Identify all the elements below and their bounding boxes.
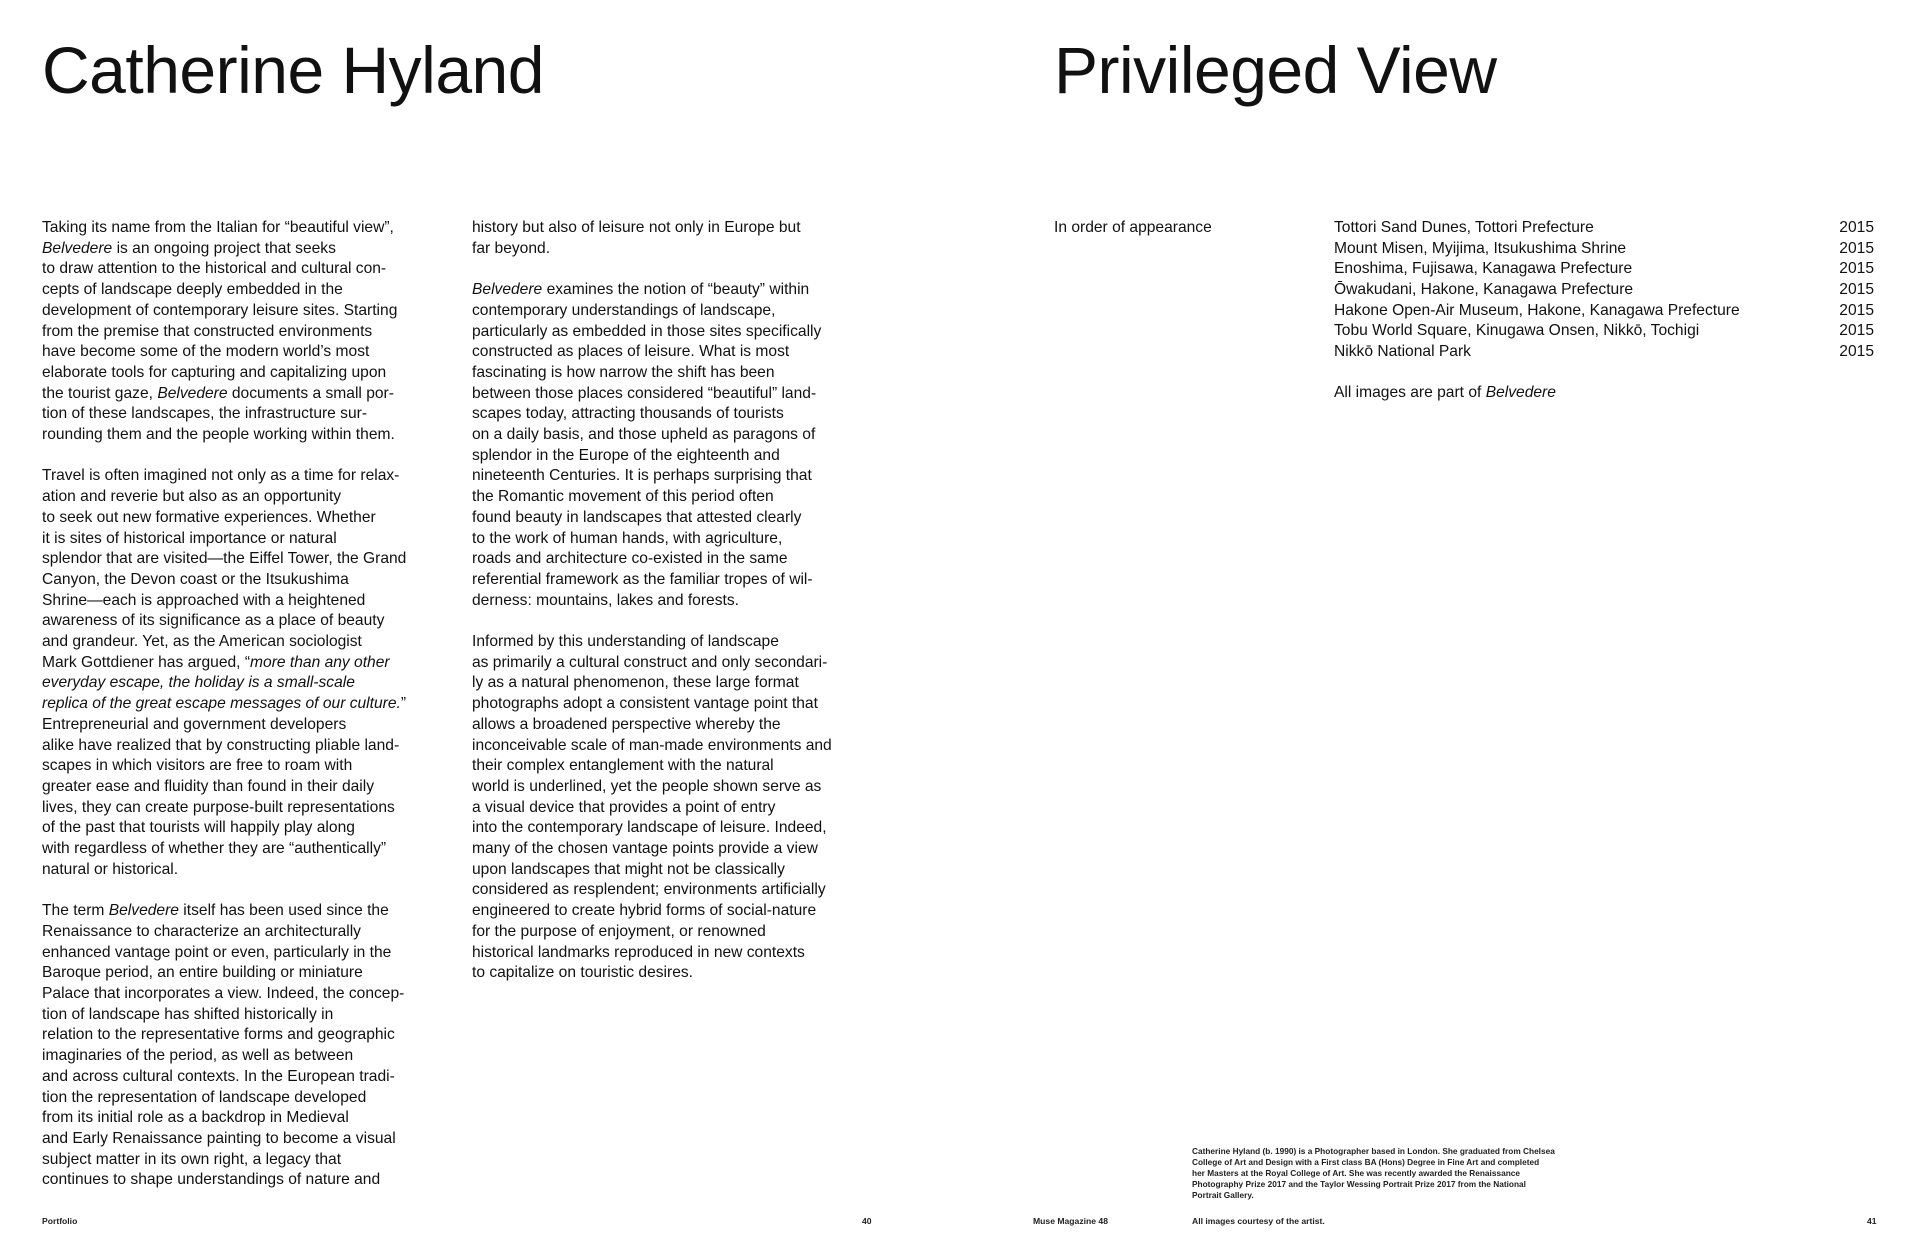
text-line: inconceivable scale of man-made environments and [472, 736, 832, 754]
text-line: contemporary understandings of landscape, [472, 301, 776, 319]
image-credit-item [1334, 342, 1874, 363]
text-line: referential framework as the familiar tropes of wil- [472, 570, 813, 588]
text-line: of the past that tourists will happily play along [42, 819, 355, 837]
text-line: Travel is often imagined not only as a time for relax- [42, 467, 400, 485]
text-line: from the premise that constructed environments [42, 322, 373, 340]
running-footer-section: Portfolio [42, 1216, 78, 1226]
text-line: Renaissance to characterize an architecturally [42, 922, 361, 940]
text-line: fascinating is how narrow the shift has been [472, 363, 775, 381]
text-line: enhanced vantage point or even, particularly in the [42, 943, 392, 961]
text-line: tion of landscape has shifted historically in [42, 1005, 334, 1023]
image-year: 2015 [1839, 239, 1874, 257]
italic-term: Belvedere [472, 281, 543, 299]
image-year: 2015 [1839, 219, 1874, 236]
bio-line: Catherine Hyland (b. 1990) is a Photographer based in London. She graduated from Chelsea [1192, 1146, 1555, 1156]
text-line: history but also of leisure not only in Europe but [472, 219, 801, 236]
text-fragment: documents a small por- [231, 384, 394, 402]
essay-paragraph [472, 632, 892, 984]
image-year: 2015 [1839, 260, 1874, 278]
text-line: ation and reverie but also as an opportunity [42, 488, 342, 506]
text-line: continues to shape understandings of nature and [42, 1171, 381, 1189]
italic-term: Belvedere [1485, 384, 1556, 401]
image-title: Mount Misen, Myijima, Itsukushima Shrine [1334, 239, 1627, 257]
text-line: scapes in which visitors are free to roam with [42, 757, 353, 775]
image-credits-list [1334, 218, 1874, 363]
image-year: 2015 [1839, 281, 1874, 299]
text-line: rounding them and the people working within them. [42, 426, 395, 444]
text-line: roads and architecture co-existed in the same [472, 550, 788, 568]
essay-paragraph [472, 218, 892, 259]
text-line: many of the chosen vantage points provide a view [472, 840, 818, 858]
text-line: greater ease and fluidity than found in their daily [42, 777, 375, 795]
text-fragment: ” [400, 695, 407, 713]
text-line: have become some of the modern world’s most [42, 343, 370, 361]
text-line: and grandeur. Yet, as the American sociologist [42, 633, 362, 651]
text-line: to draw attention to the historical and cultural con- [42, 260, 387, 278]
text-line: photographs adopt a consistent vantage point that [472, 695, 818, 713]
page-number: 40 [862, 1216, 872, 1226]
text-line: upon landscapes that might not be classically [472, 860, 785, 878]
image-title: Hakone Open-Air Museum, Hakone, Kanagawa Prefecture [1334, 301, 1740, 319]
running-footer-magazine: Muse Magazine 48 [1033, 1216, 1108, 1226]
bio-line: College of Art and Design with a First class BA (Hons) Degree in Fine Art and completed [1192, 1157, 1540, 1167]
text-line: tion the representation of landscape developed [42, 1088, 367, 1106]
text-line: Entrepreneurial and government developers [42, 715, 347, 733]
image-title: Nikkō National Park [1334, 343, 1471, 361]
text-fragment: Mark Gottdiener has argued, “ [42, 653, 251, 671]
quote-line [42, 694, 454, 715]
text-line: far beyond. [472, 239, 551, 257]
text-line: lives, they can create purpose-built representations [42, 798, 395, 816]
text-line: a visual device that provides a point of entry [472, 798, 776, 816]
essay-paragraph [472, 280, 892, 611]
essay-column-2 [472, 218, 892, 984]
text-line: Taking its name from the Italian for “beautiful view”, [42, 219, 394, 236]
text-line: imaginaries of the period, as well as between [42, 1047, 354, 1065]
image-credit-item [1334, 280, 1874, 301]
italic-term: Belvedere [42, 239, 113, 257]
text-line: found beauty in landscapes that attested clearly [472, 508, 802, 526]
text-line: between those places considered “beautiful” land- [472, 384, 817, 402]
quote-line: everyday escape, the holiday is a small-scale [42, 674, 355, 692]
text-line: with regardless of whether they are “authentically” [42, 840, 387, 858]
text-line: subject matter in its own right, a legacy that [42, 1150, 342, 1168]
essay-paragraph [42, 218, 454, 446]
image-year: 2015 [1839, 301, 1874, 319]
bio-line: her Masters at the Royal College of Art. She was recently awarded the Renaissance [1192, 1168, 1520, 1178]
text-line: Informed by this understanding of landscape [472, 633, 779, 651]
artist-bio [1192, 1146, 1622, 1201]
text-line: into the contemporary landscape of leisure. Indeed, [472, 819, 827, 837]
image-year: 2015 [1839, 322, 1874, 340]
essay-column-1 [42, 218, 454, 1191]
text-line: development of contemporary leisure sites. Starting [42, 301, 398, 319]
italic-term: Belvedere [108, 902, 179, 920]
order-of-appearance-label: In order of appearance [1054, 219, 1212, 236]
text-line: alike have realized that by constructing pliable land- [42, 736, 400, 754]
quote-fragment: more than any other [250, 653, 390, 671]
image-credit-item [1334, 239, 1874, 260]
text-line: Baroque period, an entire building or miniature [42, 964, 363, 982]
text-line: historical landmarks reproduced in new contexts [472, 943, 805, 961]
images-note-text: All images are part of [1334, 384, 1482, 401]
image-title: Tobu World Square, Kinugawa Onsen, Nikkō, Tochigi [1334, 322, 1700, 340]
text-line: natural or historical. [42, 860, 179, 878]
text-line: awareness of its significance as a place of beauty [42, 612, 385, 630]
text-line: elaborate tools for capturing and capitalizing upon [42, 363, 387, 381]
page-number: 41 [1867, 1216, 1877, 1226]
artist-name-title: Catherine Hyland [42, 33, 544, 107]
image-title: Enoshima, Fujisawa, Kanagawa Prefecture [1334, 260, 1633, 278]
text-line: and across cultural contexts. In the European tradi- [42, 1067, 395, 1085]
series-title: Privileged View [1054, 33, 1497, 107]
text-line [472, 280, 892, 301]
essay-paragraph [42, 466, 454, 880]
bio-line: Portrait Gallery. [1192, 1190, 1254, 1200]
text-line: to seek out new formative experiences. Whether [42, 508, 376, 526]
text-line: Shrine—each is approached with a heightened [42, 591, 366, 609]
text-line: allows a broadened perspective whereby the [472, 715, 781, 733]
text-fragment: The term [42, 902, 105, 920]
text-line: to capitalize on touristic desires. [472, 964, 694, 982]
text-line: cepts of landscape deeply embedded in the [42, 281, 343, 299]
quote-fragment: replica of the great escape messages of our culture. [42, 695, 401, 713]
text-line: ly as a natural phenomenon, these large format [472, 674, 799, 692]
text-line: Canyon, the Devon coast or the Itsukushima [42, 570, 349, 588]
bio-line: Photography Prize 2017 and the Taylor Wessing Portrait Prize 2017 from the National [1192, 1179, 1526, 1189]
image-title: Tottori Sand Dunes, Tottori Prefecture [1334, 219, 1594, 236]
text-fragment: is an ongoing project that seeks [116, 239, 336, 257]
text-line: Palace that incorporates a view. Indeed, the concep- [42, 984, 405, 1002]
image-credit-item [1334, 218, 1874, 239]
text-line: as primarily a cultural construct and only secondari- [472, 653, 828, 671]
text-line [42, 653, 454, 674]
image-credit-item [1334, 301, 1874, 322]
text-line [42, 901, 454, 922]
text-line: it is sites of historical importance or natural [42, 529, 337, 547]
text-line: splendor that are visited—the Eiffel Tower, the Grand [42, 550, 407, 568]
text-line: the Romantic movement of this period often [472, 488, 774, 506]
text-fragment: itself has been used since the [183, 902, 389, 920]
text-line: from its initial role as a backdrop in Medieval [42, 1109, 349, 1127]
italic-term: Belvedere [157, 384, 228, 402]
text-line: to the work of human hands, with agriculture, [472, 529, 783, 547]
text-line: on a daily basis, and those upheld as paragons of [472, 426, 816, 444]
images-note [1334, 383, 1556, 404]
text-line: nineteenth Centuries. It is perhaps surprising that [472, 467, 812, 485]
text-line: relation to the representative forms and geographic [42, 1026, 395, 1044]
text-line: and Early Renaissance painting to become a visual [42, 1129, 396, 1147]
text-line: constructed as places of leisure. What is most [472, 343, 790, 361]
text-fragment: examines the notion of “beauty” within [546, 281, 810, 299]
text-line: engineered to create hybrid forms of social-nature [472, 902, 817, 920]
text-line: particularly as embedded in those sites specifically [472, 322, 822, 340]
text-line [42, 239, 454, 260]
text-line: for the purpose of enjoyment, or renowned [472, 922, 766, 940]
text-line: scapes today, attracting thousands of tourists [472, 405, 784, 423]
image-credit-item [1334, 259, 1874, 280]
right-page [960, 0, 1920, 1251]
image-title: Ōwakudani, Hakone, Kanagawa Prefecture [1334, 281, 1634, 299]
text-line: derness: mountains, lakes and forests. [472, 591, 739, 609]
image-credit-footer: All images courtesy of the artist. [1192, 1216, 1325, 1226]
text-line [42, 384, 454, 405]
text-line: splendor in the Europe of the eighteenth and [472, 446, 780, 464]
text-line: world is underlined, yet the people shown serve as [472, 777, 822, 795]
image-year: 2015 [1839, 343, 1874, 361]
text-line: their complex entanglement with the natural [472, 757, 774, 775]
image-credit-item [1334, 321, 1874, 342]
text-fragment: the tourist gaze, [42, 384, 153, 402]
essay-paragraph [42, 901, 454, 1191]
text-line: considered as resplendent; environments artificially [472, 881, 826, 899]
text-line: tion of these landscapes, the infrastructure sur- [42, 405, 368, 423]
